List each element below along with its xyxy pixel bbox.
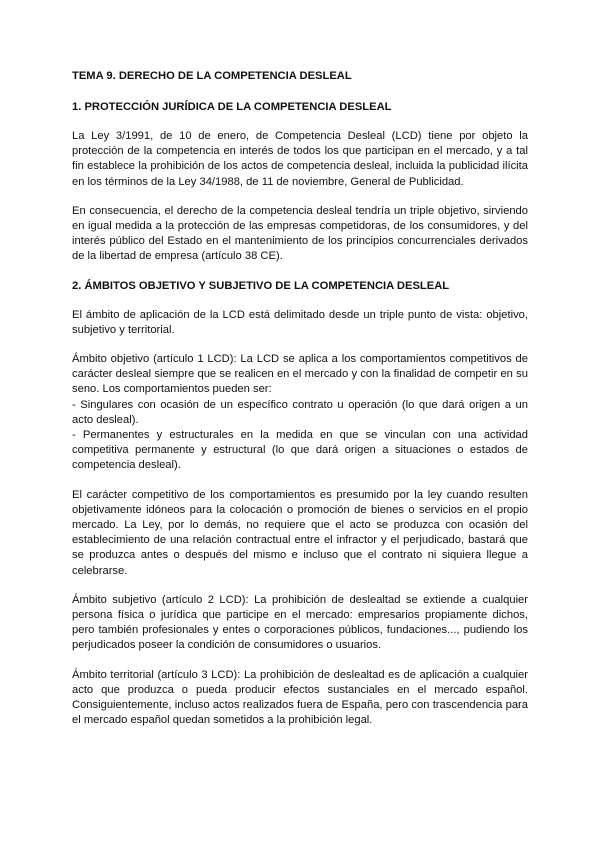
- objective-scope-intro: Ámbito objetivo (artículo 1 LCD): La LCD se aplica a los comportamientos competitivos de carácter desleal siempre que se realicen en el mercado y con la finalidad de competir en su seno. Los comportamientos pueden ser:: [72, 353, 528, 396]
- list-item: - Singulares con ocasión de un específico contrato u operación (lo que dará origen a un acto desleal).: [72, 398, 528, 426]
- section-heading-2: 2. ÁMBITOS OBJETIVO Y SUBJETIVO DE LA COMPETENCIA DESLEAL: [72, 279, 450, 292]
- document-title: TEMA 9. DERECHO DE LA COMPETENCIA DESLEAL: [72, 70, 352, 82]
- paragraph: En consecuencia, el derecho de la competencia desleal tendría un triple objetivo, sirviendo en igual medida a la protección de las empresas competidoras, de los consumidores, y del interés público del Estado en el mantenimiento de los principios concurrenciales derivados de la libertad de empresa (artículo 38 CE).: [72, 204, 528, 263]
- paragraph: La Ley 3/1991, de 10 de enero, de Competencia Desleal (LCD) tiene por objeto la protección de la competencia en interés de todos los que participan en el mercado, y a tal fin establece la prohibición de los actos de competencia desleal, incluida la publicidad ilícita en los términos de la Ley 34/1988, de 11 de noviembre, General de Publicidad.: [72, 130, 528, 188]
- section-heading-1: 1. PROTECCIÓN JURÍDICA DE LA COMPETENCIA DESLEAL: [72, 101, 392, 113]
- list-item: - Permanentes y estructurales en la medida en que se vinculan con una actividad competitiva permanente y estructural (lo que dará origen a situaciones o estados de competencia desleal).: [72, 429, 528, 472]
- objective-scope-block: [72, 352, 528, 474]
- paragraph: El carácter competitivo de los comportamientos es presumido por la ley cuando resulten objetivamente idóneos para la colocación o promoción de bienes o servicios en el propio mercado. La Ley, por lo demás, no requiere que el acto se produzca con ocasión del establecimiento de una relación contractual entre el infractor y el perjudicado, bastará que se produzca antes o después del mismo e incluso que el contrato ni siquiera llegue a celebrarse.: [72, 488, 528, 577]
- paragraph: Ámbito subjetivo (artículo 2 LCD): La prohibición de deslealtad se extiende a cualquier persona física o jurídica que participe en el mercado: empresarios propiamente dichos, pero también profesionales y entes o corporaciones públicos, fundaciones..., pudiendo los perjudicados poseer la condición de consumidores o usuarios.: [72, 593, 528, 652]
- paragraph: Ámbito territorial (artículo 3 LCD): La prohibición de deslealtad es de aplicación a cualquier acto que produzca o pueda producir efectos sustanciales en el mercado español. Consiguientemente, incluso actos realizados fuera de España, pero con trascendencia para el mercado español quedan sometidos a la prohibición legal.: [72, 668, 528, 727]
- paragraph: El ámbito de aplicación de la LCD está delimitado desde un triple punto de vista: objetivo, subjetivo y territorial.: [72, 308, 528, 336]
